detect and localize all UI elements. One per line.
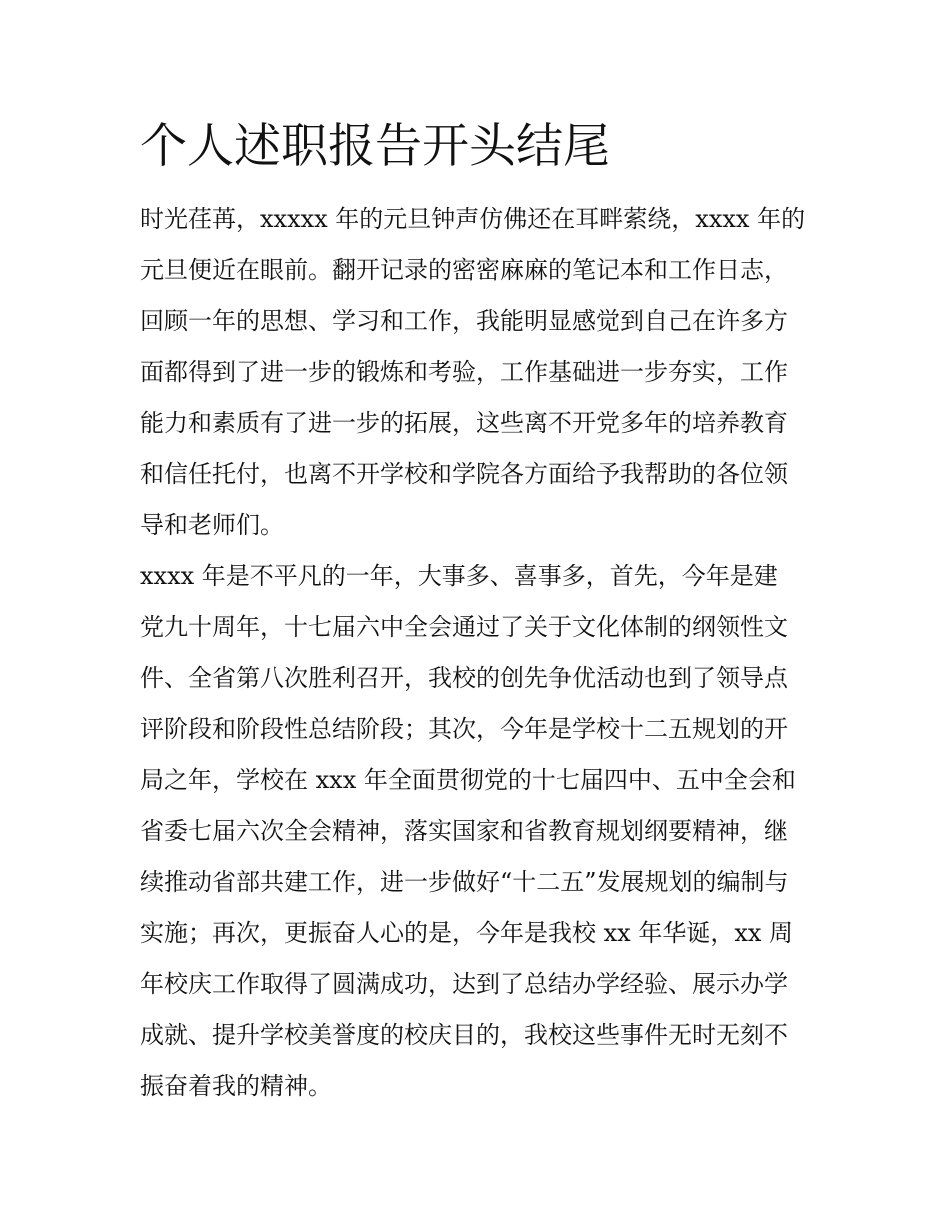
text-line: 面都得到了进一步的锻炼和考验，工作基础进一步夯实，工作 — [140, 358, 788, 386]
text-line: 振奋着我的精神。 — [140, 1072, 332, 1100]
text-line: 党九十周年，十七届六中全会通过了关于文化体制的纲领性文 — [140, 613, 788, 641]
document-title: 个人述职报告开头结尾 — [140, 119, 610, 174]
paragraph-2 — [140, 551, 816, 1112]
text-line: 实施；再次，更振奋人心的是，今年是我校 xx 年华诞，xx 周 — [140, 919, 794, 947]
text-line: 件、全省第八次胜利召开，我校的创先争优活动也到了领导点 — [140, 664, 788, 692]
document-body — [140, 194, 816, 1112]
text-line: xxxx 年是不平凡的一年，大事多、喜事多，首先，今年是建 — [140, 562, 778, 590]
text-line: 局之年，学校在 xxx 年全面贯彻党的十七届四中、五中全会和 — [140, 766, 796, 794]
text-line: 回顾一年的思想、学习和工作，我能明显感觉到自己在许多方 — [140, 307, 788, 335]
text-line: 年校庆工作取得了圆满成功，达到了总结办学经验、展示办学 — [140, 970, 788, 998]
text-line: 省委七届六次全会精神，落实国家和省教育规划纲要精神，继 — [140, 817, 788, 845]
paragraph-1 — [140, 194, 816, 551]
text-line: 时光荏苒，xxxxx 年的元旦钟声仿佛还在耳畔萦绕，xxxx 年的 — [140, 205, 806, 233]
text-line: 成就、提升学校美誉度的校庆目的，我校这些事件无时无刻不 — [140, 1021, 788, 1049]
text-line: 导和老师们。 — [140, 511, 284, 539]
text-line: 和信任托付，也离不开学校和学院各方面给予我帮助的各位领 — [140, 460, 788, 488]
text-line: 元旦便近在眼前。翻开记录的密密麻麻的笔记本和工作日志， — [140, 256, 788, 284]
text-line: 评阶段和阶段性总结阶段；其次，今年是学校十二五规划的开 — [140, 715, 788, 743]
text-line: 续推动省部共建工作，进一步做好“十二五”发展规划的编制与 — [140, 868, 789, 896]
text-line: 能力和素质有了进一步的拓展，这些离不开党多年的培养教育 — [140, 409, 788, 437]
